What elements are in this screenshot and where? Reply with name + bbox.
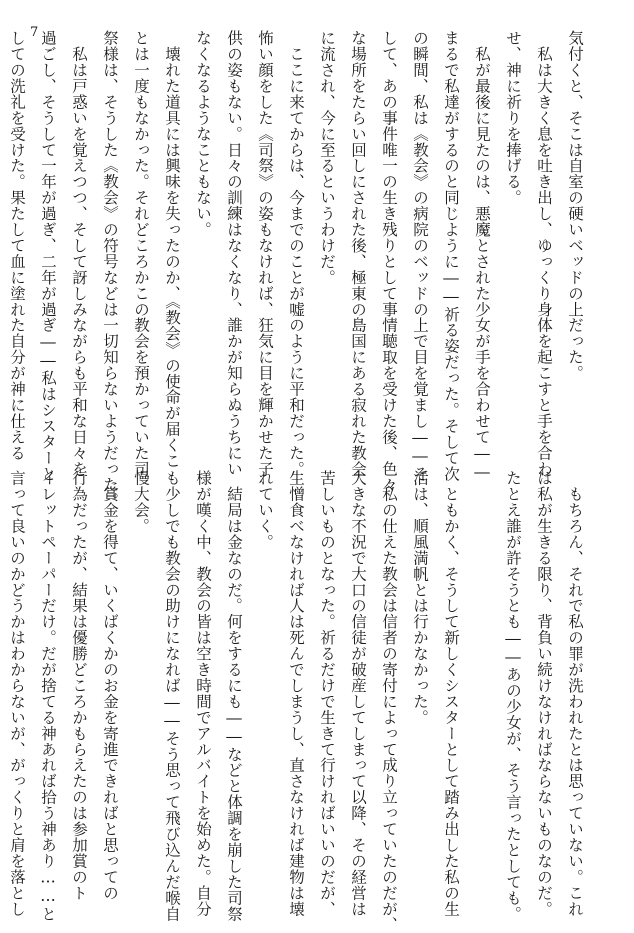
text-line: 行為だったが、結果は優勝どころかもらえたのは参加賞のト <box>70 470 88 901</box>
text-line: 苦しいものとなった。祈るだけで生きて行ければいいのだが、 <box>318 470 336 917</box>
text-line: 過ごし、そうして一年が過ぎ、二年が過ぎ――私はシスターと <box>39 30 57 482</box>
text-line: 様が嘆く中、教会の皆は空き時間でアルバイトを始めた。自分 <box>194 470 212 917</box>
text-line: 賞金を得て、いくばくかのお金を寄進できればと思っての <box>101 470 119 901</box>
text-line: 私は戸惑いを覚えつつ、そして訝しみながらも平和な日々を <box>70 30 88 477</box>
text-line: 私は大きく息を吐き出し、ゆっくり身体を起こすと手を合わ <box>535 30 553 477</box>
text-line: ともかく、そうして新しくシスターとして踏み出した私の生 <box>442 470 460 917</box>
text-line: 生憎食べなければ人は死んでしまうし、直さなければ建物は壊 <box>287 470 305 917</box>
text-line: は私が生きる限り、背負い続けなければならないものなのだ。 <box>535 470 553 917</box>
lower-text-block <box>8 470 590 933</box>
text-line: も少しでも教会の助けになれば――そう思って飛び込んだ喉自 <box>163 470 181 922</box>
page-number: 7 <box>30 25 39 40</box>
text-line: もちろん、それで私の罪が洗われたとは思っていない。これ <box>566 470 584 917</box>
text-line: して、あの事件唯一の生き残りとして事情聴取を受けた後、色々 <box>380 30 398 493</box>
text-line <box>0 470 1 880</box>
text-line: な場所をたらい回しにされた後、極東の島国にある寂れた教会 <box>349 30 367 477</box>
text-line: に流され、今に至るというわけだ。 <box>318 30 336 286</box>
text-line: せ、神に祈りを捧げる。 <box>504 30 522 206</box>
text-line: 壊れた道具には興味を失ったのか、《教会》の使命が届くこ <box>163 30 181 469</box>
text-line: 怖い顔をした《司祭》の姿もなければ、狂気に目を輝かせた子 <box>256 30 274 477</box>
text-line: イレットペーパーだけ。だが捨てる神あれば拾う神あり……と <box>39 470 57 922</box>
text-line: 大きな不況で大口の信徒が破産してしまって以降、その経営は <box>349 470 367 917</box>
text-line: 供の姿もない。日々の訓練はなくなり、誰かが知らぬうちにい <box>225 30 243 477</box>
text-line: 私が最後に見たのは、悪魔とされた少女が手を合わせて―― <box>473 30 491 482</box>
text-line: 祭様は、そうした《教会》の符号などは一切知らないようだった。 <box>101 30 119 509</box>
text-line: 気付くと、そこは自室の硬いベッドの上だった。 <box>566 30 584 381</box>
text-line: ここに来てからは、今までのことが嘘のように平和だった。 <box>287 30 305 477</box>
text-line: 活は、順風満帆とは行かなかった。 <box>411 470 429 726</box>
text-line: 結局は金なのだ。何をするにも――などと体調を崩した司祭 <box>225 470 243 922</box>
text-line: 言って良いのかどうかはわからないが、がっくりと肩を落とし <box>8 470 26 917</box>
text-line: の瞬間、私は《教会》の病院のベッドの上で目を覚まし――そ <box>411 30 429 482</box>
text-line: 私の仕えた教会は信者の寄付によって成り立っていたのだが、 <box>380 470 398 933</box>
text-line: なくなるようなこともない。 <box>194 30 212 238</box>
text-line <box>466 470 497 880</box>
text-line <box>0 30 1 450</box>
text-line: まるで私達がするのと同じように――祈る姿だった。そして次 <box>442 30 460 482</box>
text-line: 慢大会。 <box>132 470 150 534</box>
text-line: たとえ誰が許そうとも――あの少女が、そう言ったとしても。 <box>504 470 522 922</box>
text-line: れていく。 <box>256 470 274 550</box>
text-line: とは一度もなかった。それどころかこの教会を預かっていた司 <box>132 30 150 477</box>
text-line: しての洗礼を受けた。果たして血に塗れた自分が神に仕える <box>8 30 26 461</box>
